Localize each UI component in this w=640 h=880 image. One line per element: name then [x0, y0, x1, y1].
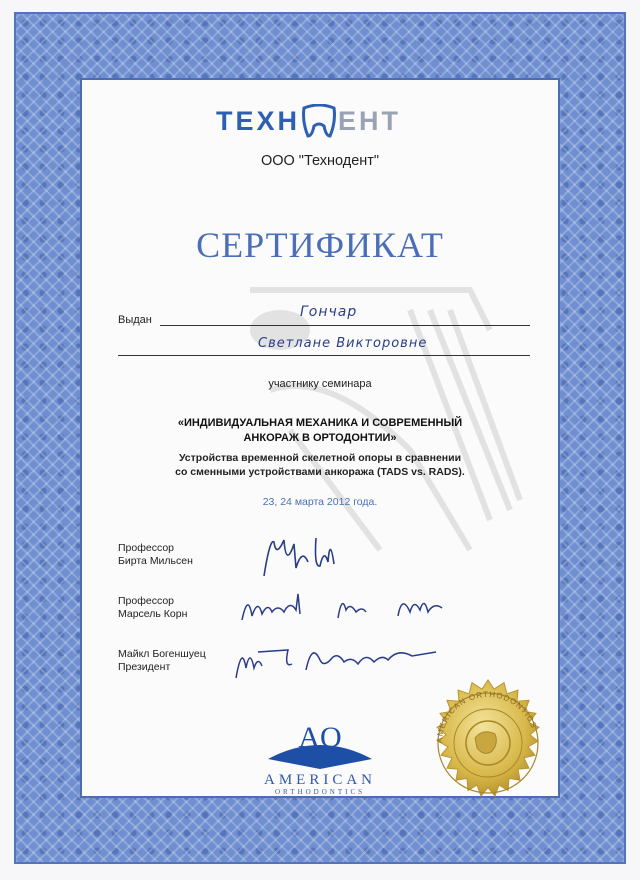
recipient-name: Светлане Викторовне: [258, 336, 428, 351]
seminar-subtitle: [140, 451, 500, 479]
recipient-line-2: [118, 355, 530, 356]
seal-text: AMERICAN ORTHODONTICS: [434, 689, 539, 744]
sponsor-tagline: ORTHODONTICS: [274, 788, 366, 796]
seminar-title: [140, 416, 500, 446]
signatory-3-name: Майкл Богеншуец: [118, 648, 206, 660]
technodent-logo: [216, 104, 401, 138]
seminar-date: 23, 24 марта 2012 года.: [262, 496, 378, 508]
signatory-2-name: Марсель Корн: [118, 608, 188, 620]
participant-text: участнику семинара: [268, 378, 372, 390]
gold-seal-icon: [413, 668, 563, 818]
certificate-title: СЕРТИФИКАТ: [196, 225, 444, 265]
signature-2: [238, 588, 458, 628]
subtitle-line-2: со сменными устройствами анкоража (TADS vs. RADS).: [175, 466, 465, 478]
subtitle-line-1: Устройства временной скелетной опоры в сравнении: [178, 452, 462, 464]
seminar-title-line-2: АНКОРАЖ В ОРТОДОНТИИ»: [243, 432, 397, 444]
logo-text-right: ЕНТ: [338, 105, 402, 136]
recipient-line-1: [160, 325, 530, 326]
signatory-1: [118, 542, 193, 568]
signatory-1-name: Бирта Мильсен: [118, 555, 193, 567]
tooth-icon: [300, 104, 338, 138]
logo-text-left: ТЕХН: [216, 105, 301, 136]
company-name: ООО "Технодент": [260, 153, 380, 169]
seminar-title-line-1: «ИНДИВИДУАЛЬНАЯ МЕХАНИКА И СОВРЕМЕННЫЙ: [177, 417, 463, 429]
signatory-1-title: Профессор: [118, 542, 175, 554]
signature-1: [250, 528, 350, 580]
signatory-3-title: Президент: [118, 661, 171, 673]
sponsor-name: AMERICAN: [263, 772, 376, 788]
signatory-2-title: Профессор: [118, 595, 175, 607]
ao-mark: AO: [298, 721, 342, 754]
issued-label: Выдан: [118, 314, 152, 326]
signatory-2: [118, 595, 187, 621]
recipient-surname: Гончар: [300, 304, 358, 320]
signatory-3: [118, 648, 206, 674]
american-orthodontics-logo: [262, 715, 378, 771]
